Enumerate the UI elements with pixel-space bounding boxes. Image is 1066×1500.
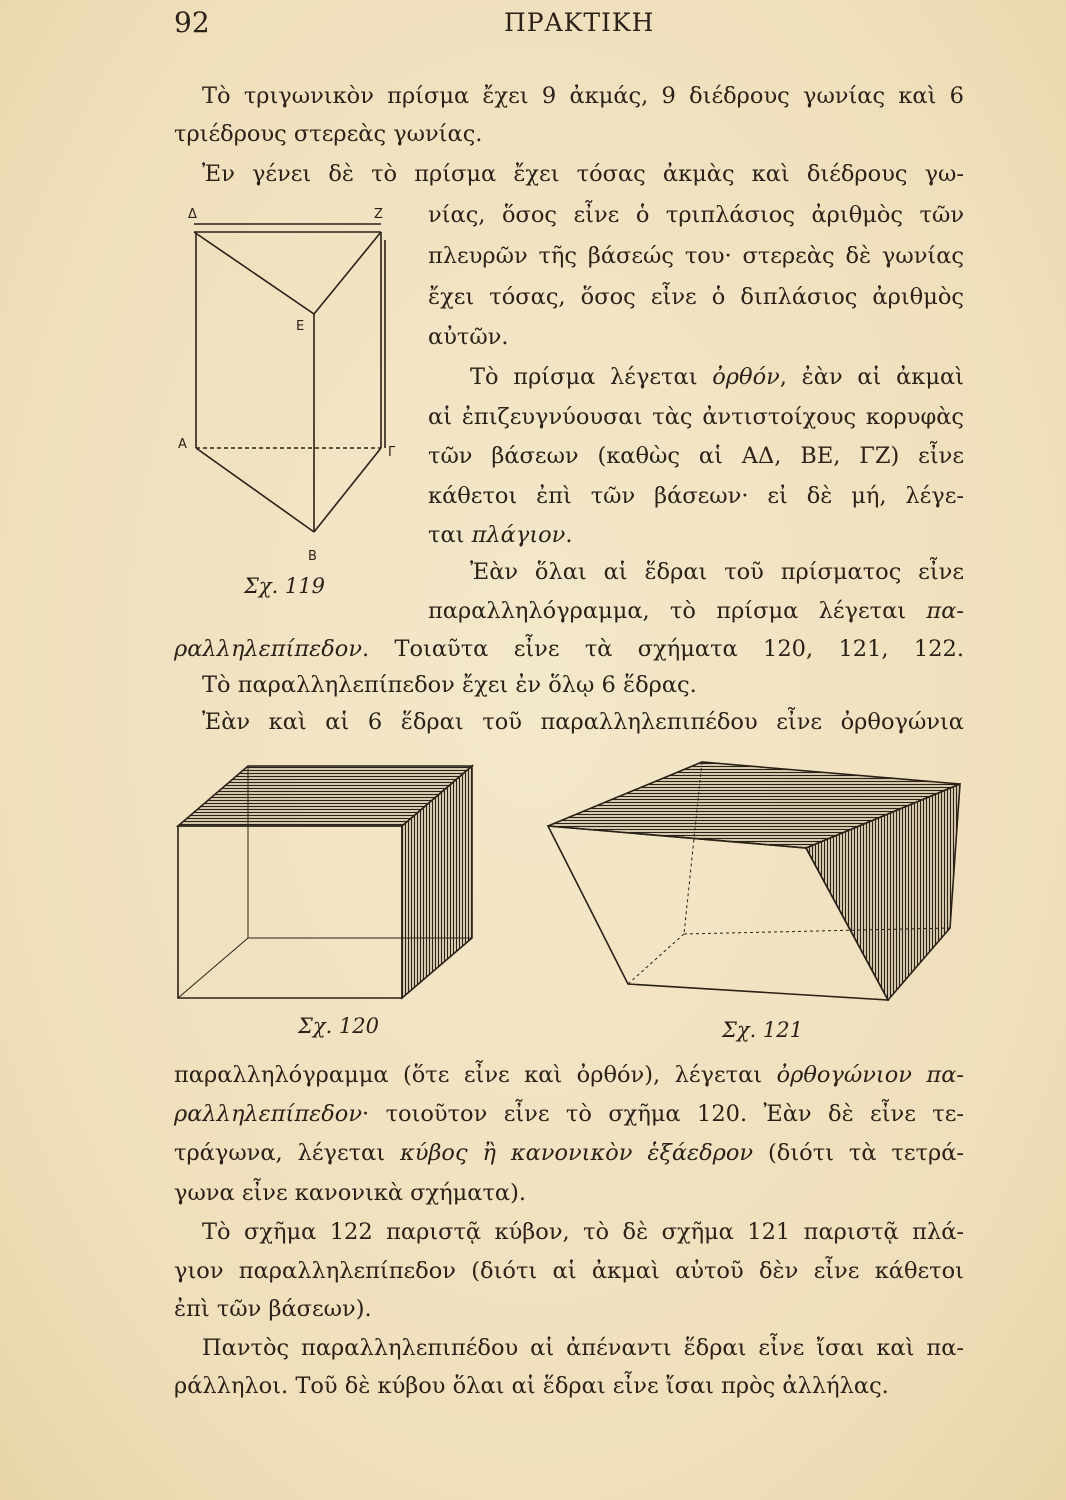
figure-120 [176, 760, 476, 1004]
oblique-parallelepiped-diagram [544, 756, 964, 1008]
figure-121 [544, 756, 964, 1008]
para2-line1: Ἐν γένει δὲ τὸ πρίσμα ἔχει τόσας ἀκμὰς καὶ διέδρους γω- [202, 161, 964, 187]
para7-line4: γωνα εἶνε κανονικὰ σχήματα). [174, 1180, 527, 1206]
triangular-prism-diagram [176, 204, 406, 574]
para3-line3: τῶν βάσεων (καθὼς αἱ ΑΔ, ΒΕ, ΓΖ) εἶνε [428, 443, 964, 469]
para3-line4: κάθετοι ἐπὶ τῶν βάσεων· εἰ δὲ μή, λέγε- [428, 483, 964, 509]
page-header [174, 6, 966, 46]
para3-line2: αἱ ἐπιζευγνύουσαι τὰς ἀντιστοίχους κορυφὰς [428, 404, 964, 430]
para4-line2: παραλληλόγραμμα, τὸ πρίσμα λέγεται πα- [428, 598, 964, 624]
term-plagion: πλάγιον [471, 522, 566, 548]
para2-line5: αὐτῶν. [428, 324, 509, 350]
para8-line2: γιον παραλληλεπίπεδον (διότι αἱ ἀκμαὶ αὐτοῦ δὲν εἶνε κάθετοι [174, 1258, 964, 1284]
para4-line1: Ἐὰν ὅλαι αἱ ἕδραι τοῦ πρίσματος εἶνε [470, 559, 964, 585]
label-beta: B [308, 549, 317, 564]
term-parallelepipedon: ραλληλεπίπεδον [174, 636, 362, 662]
label-alpha: A [178, 437, 187, 452]
para3-line1: Τὸ πρίσμα λέγεται ὀρθόν, ἐὰν αἱ ἀκμαὶ [470, 364, 964, 390]
figure-121-caption: Σχ. 121 [722, 1018, 804, 1042]
label-delta: Δ [188, 207, 197, 222]
term-orthogonion: ὀρθογώνιον πα- [776, 1062, 964, 1088]
para9-line1: Παντὸς παραλληλεπιπέδου αἱ ἀπέναντι ἕδραι εἶνε ἴσαι καὶ πα- [202, 1335, 964, 1361]
para1-line2: τριέδρους στερεὰς γωνίας. [174, 121, 483, 147]
term-orthon: ὀρθόν [712, 364, 780, 390]
term-kyvos: κύβος ἢ κανονικὸν ἑξάεδρον [399, 1140, 754, 1166]
page-number: 92 [174, 6, 210, 39]
rectangular-parallelepiped-diagram [176, 760, 476, 1004]
para4-line3: ραλληλεπίπεδον. Τοιαῦτα εἶνε τὰ σχήματα 120, 121, 122. [174, 636, 964, 662]
para5: Τὸ παραλληλεπίπεδον ἔχει ἐν ὅλῳ 6 ἕδρας. [202, 672, 697, 698]
para7-line2: ραλληλεπίπεδον· τοιοῦτον εἶνε τὸ σχῆμα 120. Ἐὰν δὲ εἶνε τε- [174, 1101, 964, 1127]
para3-line5: ται πλάγιον. [428, 522, 573, 548]
para7-line1: παραλληλόγραμμα (ὅτε εἶνε καὶ ὀρθόν), λέγεται ὀρθογώνιον πα- [174, 1062, 964, 1088]
para7-line3: τράγωνα, λέγεται κύβος ἢ κανονικὸν ἑξάεδρον (διότι τὰ τετρά- [174, 1140, 964, 1166]
para9-line2: ράλληλοι. Τοῦ δὲ κύβου ὅλαι αἱ ἕδραι εἶνε ἴσαι πρὸς ἀλλήλας. [174, 1373, 889, 1399]
para1-line1: Τὸ τριγωνικὸν πρίσμα ἔχει 9 ἀκμάς, 9 διέδρους γωνίας καὶ 6 [202, 83, 964, 109]
figure-120-caption: Σχ. 120 [298, 1014, 380, 1038]
para6-line1: Ἐὰν καὶ αἱ 6 ἕδραι τοῦ παραλληλεπιπέδου εἶνε ὀρθογώνια [202, 709, 964, 735]
para2-line4: ἔχει τόσας, ὅσος εἶνε ὁ διπλάσιος ἀριθμὸς [428, 284, 964, 310]
figure-119 [176, 204, 406, 574]
para2-line2: νίας, ὅσος εἶνε ὁ τριπλάσιος ἀριθμὸς τῶν [428, 202, 964, 228]
para2-line3: πλευρῶν τῆς βάσεώς του· στερεὰς δὲ γωνίας [428, 243, 964, 269]
para8-line3: ἐπὶ τῶν βάσεων). [174, 1296, 372, 1322]
para8-line1: Τὸ σχῆμα 122 παριστᾷ κύβον, τὸ δὲ σχῆμα 121 παριστᾷ πλά- [202, 1219, 964, 1245]
running-title: ΠΡΑΚΤΙΚΗ [504, 8, 655, 37]
figure-119-caption: Σχ. 119 [244, 574, 326, 598]
label-gamma: Γ [388, 445, 396, 460]
label-zeta: Z [374, 207, 383, 222]
label-epsilon: E [296, 319, 305, 334]
